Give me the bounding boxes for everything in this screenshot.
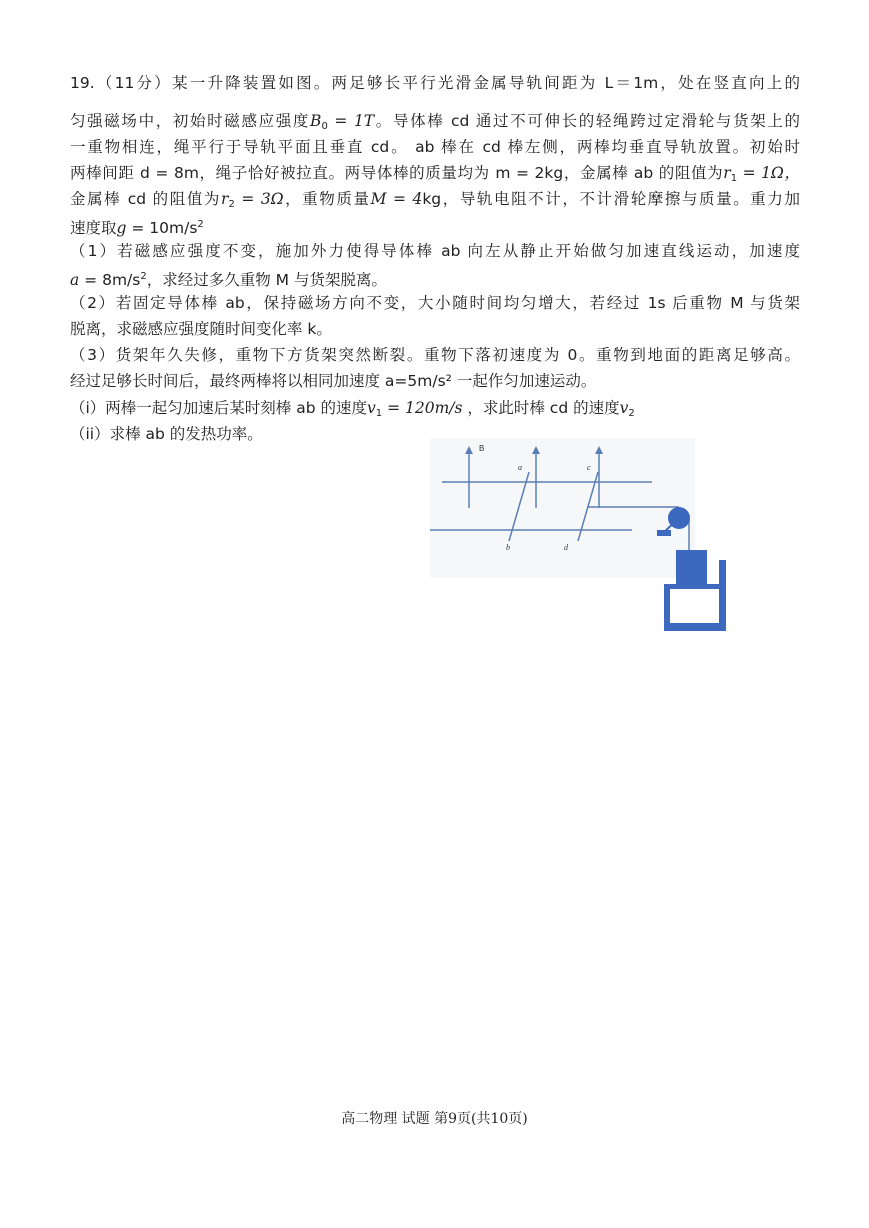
problem-line-6: 速度取$g = 10m/s^2$ bbox=[70, 219, 204, 237]
shelf-left bbox=[664, 584, 670, 626]
question-3-i: （i）两棒一起匀加速后某时刻棒 ab 的速度$v_1 = 120m/s$ ，求此时棒 cd 的速度$v_2$ bbox=[70, 399, 635, 419]
page-footer: 高二物理 试题 第9页(共10页) bbox=[341, 1111, 528, 1127]
label-a: a bbox=[518, 463, 522, 472]
label-d: d bbox=[564, 543, 568, 552]
shelf-top bbox=[664, 584, 722, 589]
problem-points: （11分） bbox=[94, 74, 173, 92]
question-2-line-2: 脱离，求磁感应强度随时间变化率 k。 bbox=[70, 320, 332, 338]
problem-line-4: 两棒间距 d = 8m，绳子恰好被拉直。两导体棒的质量均为 m = 2kg，金属棒 ab 的阻值为$r_1 = 1\Omega$， bbox=[70, 164, 800, 184]
question-3-line-2: 经过足够长时间后，最终两棒将以相同加速度 a=5m/s² 一起作匀加速运动。 bbox=[70, 372, 597, 390]
question-2-line-1: （2）若固定导体棒 ab，保持磁场方向不变，大小随时间均匀增大，若经过 1s 后重物 M 与货架 bbox=[70, 294, 800, 312]
problem-number: 19. bbox=[70, 74, 95, 92]
label-c: c bbox=[587, 463, 591, 472]
question-3-ii: （ii）求棒 ab 的发热功率。 bbox=[70, 425, 263, 443]
apparatus-diagram bbox=[430, 438, 730, 638]
question-3-line-1: （3）货架年久失修，重物下方货架突然断裂。重物下落初速度为 0。重物到地面的距离足够高。 bbox=[70, 346, 800, 364]
problem-line-5: 金属棒 cd 的阻值为$r_2 = 3\Omega$，重物质量M = 4kg，导轨电阻不计，不计滑轮摩擦与质量。重力加 bbox=[70, 190, 800, 210]
problem-line-1: 19.（11分）某一升降装置如图。两足够长平行光滑金属导轨间距为 L＝1m，处在竖直向上的 bbox=[70, 74, 800, 92]
question-1-line-1: （1）若磁感应强度不变，施加外力使得导体棒 ab 向左从静止开始做匀加速直线运动，加速度 bbox=[70, 242, 800, 260]
label-b: b bbox=[506, 543, 510, 552]
shelf-right bbox=[719, 560, 726, 631]
shelf-bottom bbox=[664, 623, 726, 631]
problem-line-3: 一重物相连，绳平行于导轨平面且垂直 cd。 ab 棒在 cd 棒左侧，两棒均垂直导轨放置。初始时 bbox=[70, 138, 800, 156]
weight-M bbox=[676, 550, 707, 584]
problem-line-2: 匀强磁场中，初始时磁感应强度$B_0 = 1T$。导体棒 cd 通过不可伸长的轻绳跨过定滑轮与货架上的 bbox=[70, 112, 801, 132]
question-1-line-2: $a = 8m/s^2$，求经过多久重物 M 与货架脱离。 bbox=[70, 271, 387, 289]
label-B: B bbox=[479, 444, 485, 453]
pulley-base bbox=[657, 530, 671, 536]
